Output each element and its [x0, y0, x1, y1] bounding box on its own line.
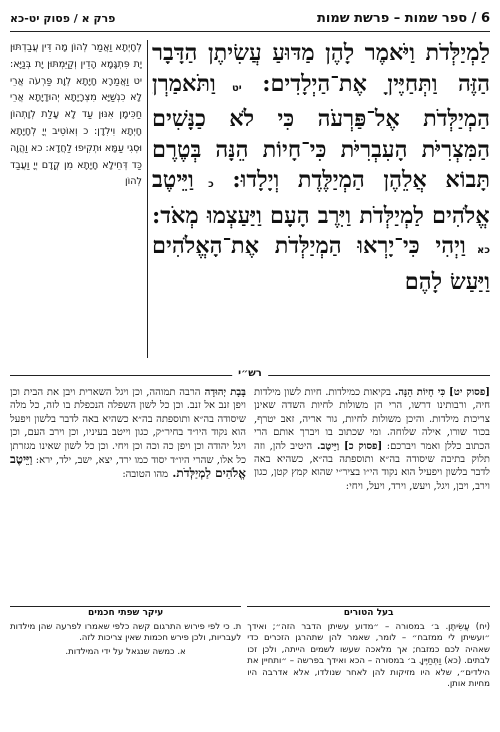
rashi-heading: וַיֵּיטֶב אֱלֹהִים לַמְיַלְּדֹת.	[10, 452, 246, 481]
column-divider	[147, 40, 148, 358]
torah-text: וַיֵּיטֶב אֱלֹהִים לַמְיַלְּדֹת וַיִּרֶב הָעָם וַיַּעַצְמוּ מְאֹד:	[152, 167, 490, 229]
rashi-column-left	[10, 386, 246, 604]
bottom-commentaries	[10, 606, 490, 726]
ikar-text: ת. כי לפי פירוש התרגום קשה כלפי שאמרו לפרעה שהן מילדות לעבריות, ולכן פירש חכמות שאין צריכות לזה.	[10, 621, 242, 643]
ikar-siftei-chachamim-box	[10, 606, 241, 726]
targum-onkelos-column: לְחָיְתָא וַאֲמַר לְהוֹן מָה דֵּין עֲבַדְתּוּן יָת פִּתְגָּמָא הָדֵין וְקַיֵּמְתּוּן יָת בְּנַיָּא: יט וַאֲמַרָא חָיָתָא לְוָת פַּרְעֹה אֲרֵי לָא כִנְשַׁיָּא מִצְרָיָתָא יְהוּדָיָתָא אֲרֵי חַכִּימָן אִנּוּן עַד לָא עָלַת לְוָתְהוֹן חָיְתָא וִילִדָן: כ וְאוֹטֵיב יְיָ לְחָיָתָא וּסְגִי עַמָּא וּתְקִיפוּ לַחֲדָא: כא וַהֲוָה כַּד דְּחֵילָא חָיָתָא מִן קֳדָם יְיָ וַעֲבַד לְהוֹן	[10, 42, 142, 188]
rashi-heading: [פסוק כ] וַיֵּיטֶב.	[312, 440, 383, 452]
ikar-title: עיקר שפתי חכמים	[88, 608, 164, 618]
rashi-text: היטיב להן, וזה תלוק בתיבה שיסודה בה״א ותוספתה בה״א, כשהיא באה לדבר בלשון ויפעיל הוא נקוד הי״ו בציר״י שהוא קמץ קטן, כגון וירב, ויבן, ויגל, ויעש, וירד, ויעל, ויחי:	[254, 440, 490, 492]
baal-haturim-box	[247, 606, 490, 726]
book-title: 6 / ספר שמות – פרשת שמות	[317, 11, 490, 26]
rashi-commentary	[10, 386, 490, 604]
rashi-text: מהו הטובה:	[122, 469, 169, 481]
rashi-label: רש״י	[232, 368, 268, 379]
rashi-divider	[10, 368, 490, 382]
running-header	[10, 6, 490, 32]
torah-text: וַתֹּאמַרְןָ הַמְיַלְּדֹת אֶל־פַּרְעֹה כִּי לֹא כַנָּשִׁים הַמִּצְרִיֹּת הָעִבְרִיֹּת כִּי־חָיוֹת הֵנָּה בְּטֶרֶם תָּבוֹא אֲלֵהֶן הַמְיַלֶּדֶת וְיָלָדוּ:	[152, 70, 490, 193]
rashi-text: בקיאות כמילדות. חיות לשון מילדות חיה, ורבותינו דרשו, הרי הן משולות לחיות השדה שאינן צריכות מילדות. והיכן משולות לחיות, גור אריה, זאב יטרף, בכור שורו, אילה שלוחה. ומי שכתוב בו ויברך אותם הרי הכתוב כללן ואמר ויברכם:	[254, 387, 490, 452]
verse-number: יט	[215, 82, 242, 94]
verse-number: כ	[193, 179, 214, 190]
ikar-note: א. כמשה שנגאל על ידי המילדות.	[65, 646, 186, 657]
verse-number: כא	[465, 245, 490, 256]
baal-haturim-text: (יח) עֲשִׂיתֶן. ב׳ במסורה – ״מדוע עשיתן הדבר הזה״; ואידך ״ועשיתן לי ממזבח״ – לומר, שאמר להן שתהרגן הזכרים כדי שאהיה לכם כמזבח; אך מלאכה שעשו לשמים הייתה, ולכן זכו לבתים. (כא) וַתְּחַיֶּיןָ. ב׳ במסורה – הכא ואידך בפרשה – ״ותחיין את הילדים״, שלא היו מזיקות להן לאחר שנולדו, אלא אדרבה היו מחיות אותן.	[247, 621, 490, 689]
baal-haturim-title: בעל הטורים	[343, 608, 394, 618]
rashi-column-right	[254, 386, 490, 604]
torah-text-block	[152, 38, 490, 364]
rashi-heading: בָּבָת יְהוּדָה	[200, 387, 246, 398]
rashi-heading: [פסוק יט] כִּי חָיוֹת הֵנָּה.	[390, 387, 490, 398]
torah-text: וַיְהִי כִּי־יָרְאוּ הַמְיַלְּדֹת אֶת־הָאֱלֹהִים וַיַּעַשׂ לָהֶם	[152, 233, 490, 295]
torah-text: לַמְיַלְּדֹת וַיֹּאמֶר לָהֶן מַדּוּעַ עֲשִׂיתֶן הַדָּבָר הַזֶּה וַתְּחַיֶּיןָ אֶת־הַיְלָדִים:	[152, 40, 490, 97]
chapter-verse-range: פרק א / פסוק יט-כא	[10, 12, 116, 25]
rashi-text: הרבה תמוהה, וכן ויגל השארית ויבן את הבית וכן ויפן זנב אל זנב. וכן כל לשון השפלה הנכפלת בו לזה, כל מלה שיסודה בה״א ותוספתה בה״א כשהיא באה לדבר בלשון ויפעל הוא נקוד היו״ד בחיר״ק, כגון וייטב בעיניו, וכן וירב העם, וכן ויגל יהודה וכן ויפן כה וכה וכן ויחי. וכן כל לשון שאינו מגזרתן כל אלו, שהרי היו״ד יסוד כמו ירד, יצא, ישב, ילד, ירא:	[10, 387, 246, 467]
